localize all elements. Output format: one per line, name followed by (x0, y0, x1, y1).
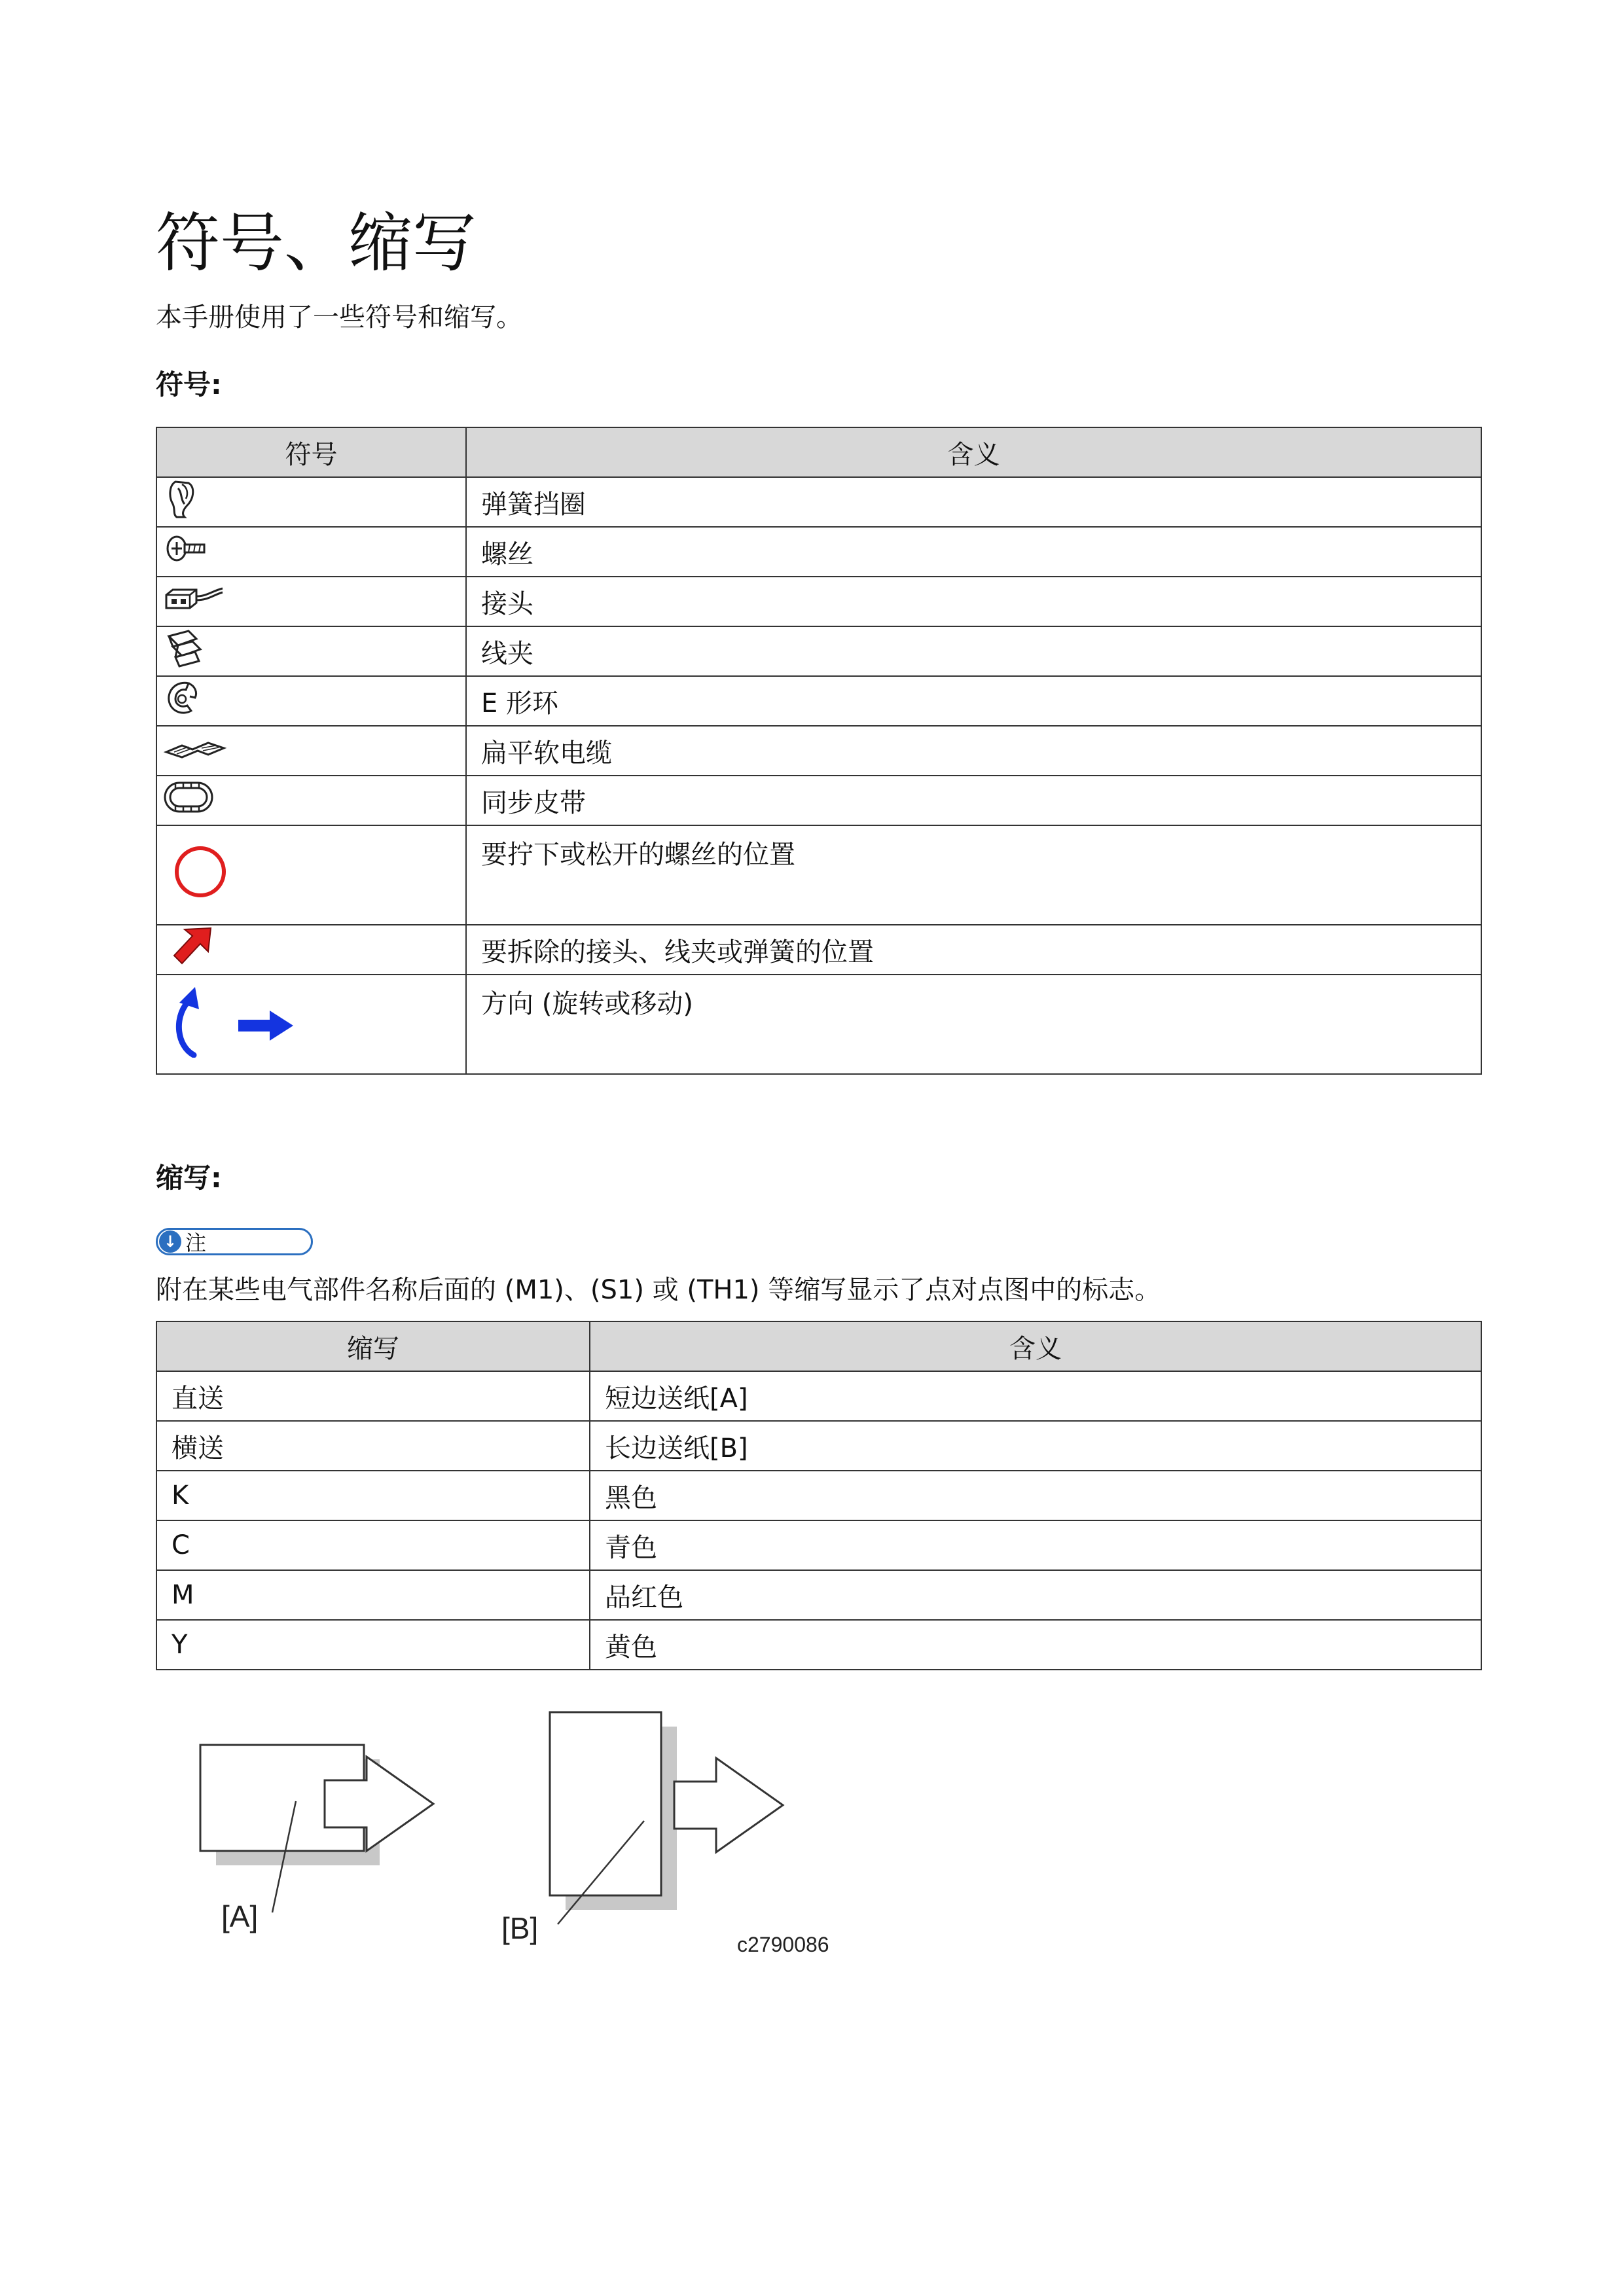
paper-feed-diagram (156, 1702, 876, 1964)
page-title: 符号、缩写 (156, 206, 477, 281)
abbreviation-cell: Y (156, 1620, 590, 1670)
e-ring-icon (162, 677, 204, 719)
abbreviation-cell: 横送 (156, 1421, 590, 1471)
meaning-cell: 青色 (590, 1520, 1481, 1570)
intro-text: 本手册使用了一些符号和缩写。 (156, 302, 522, 332)
meaning-cell: 短边送纸[A] (590, 1371, 1481, 1421)
red-circle-icon (173, 844, 228, 899)
table-row (156, 825, 1481, 925)
spring-ring-icon (162, 478, 204, 520)
label-a: [A] (221, 1899, 259, 1933)
symbol-meaning: 线夹 (466, 626, 1481, 676)
symbols-table (156, 427, 1482, 1075)
table-row (156, 626, 1481, 676)
table-row (156, 676, 1481, 726)
abbreviation-cell: C (156, 1520, 590, 1570)
table-row (156, 1520, 1481, 1570)
screw-icon (162, 529, 209, 568)
abbreviations-heading: 缩写: (156, 1162, 222, 1194)
table-row (156, 1570, 1481, 1620)
symbol-meaning: 要拆除的接头、线夹或弹簧的位置 (466, 925, 1481, 975)
flat-cable-icon (162, 731, 228, 764)
table-row (156, 477, 1481, 527)
note-text: 附在某些电气部件名称后面的 (M1)、(S1) 或 (TH1) 等缩写显示了点对点图中的标志。 (156, 1275, 1161, 1305)
column-header-abbreviation: 缩写 (156, 1321, 590, 1371)
abbreviations-table (156, 1321, 1482, 1670)
figure-id: c2790086 (737, 1933, 829, 1956)
table-row (156, 1371, 1481, 1421)
symbol-meaning: 要拧下或松开的螺丝的位置 (466, 825, 1481, 925)
long-edge-feed-figure (501, 1712, 783, 1945)
column-header-meaning: 含义 (466, 427, 1481, 477)
symbol-meaning: 扁平软电缆 (466, 726, 1481, 776)
table-row (156, 1421, 1481, 1471)
meaning-cell: 黑色 (590, 1471, 1481, 1520)
symbol-meaning: 弹簧挡圈 (466, 477, 1481, 527)
down-arrow-icon: ↓ (159, 1230, 181, 1253)
blue-direction-arrows-icon (170, 984, 301, 1058)
abbreviation-cell: M (156, 1570, 590, 1620)
label-b: [B] (501, 1911, 539, 1945)
symbols-table-header (156, 427, 1481, 477)
table-row (156, 1471, 1481, 1520)
table-row (156, 975, 1481, 1074)
table-row (156, 776, 1481, 825)
table-row (156, 925, 1481, 975)
column-header-meaning: 含义 (590, 1321, 1481, 1371)
abbreviations-table-header (156, 1321, 1481, 1371)
meaning-cell: 黄色 (590, 1620, 1481, 1670)
abbreviation-cell: K (156, 1471, 590, 1520)
table-row (156, 1620, 1481, 1670)
symbol-meaning: 同步皮带 (466, 776, 1481, 825)
column-header-symbol: 符号 (156, 427, 466, 477)
table-row (156, 577, 1481, 626)
note-badge (156, 1228, 313, 1255)
meaning-cell: 长边送纸[B] (590, 1421, 1481, 1471)
table-row (156, 527, 1481, 577)
connector-icon (162, 582, 225, 615)
short-edge-feed-figure (200, 1745, 433, 1933)
symbols-heading: 符号: (156, 368, 222, 401)
table-row (156, 726, 1481, 776)
feed-arrow-icon (674, 1758, 783, 1852)
symbol-meaning: 方向 (旋转或移动) (466, 975, 1481, 1074)
note-label: 注 (185, 1230, 207, 1255)
red-arrow-icon (171, 927, 213, 966)
abbreviation-cell: 直送 (156, 1371, 590, 1421)
symbol-meaning: 接头 (466, 577, 1481, 626)
clamp-icon (162, 627, 208, 669)
symbol-meaning: E 形环 (466, 676, 1481, 726)
meaning-cell: 品红色 (590, 1570, 1481, 1620)
timing-belt-icon (162, 779, 215, 816)
symbol-meaning: 螺丝 (466, 527, 1481, 577)
